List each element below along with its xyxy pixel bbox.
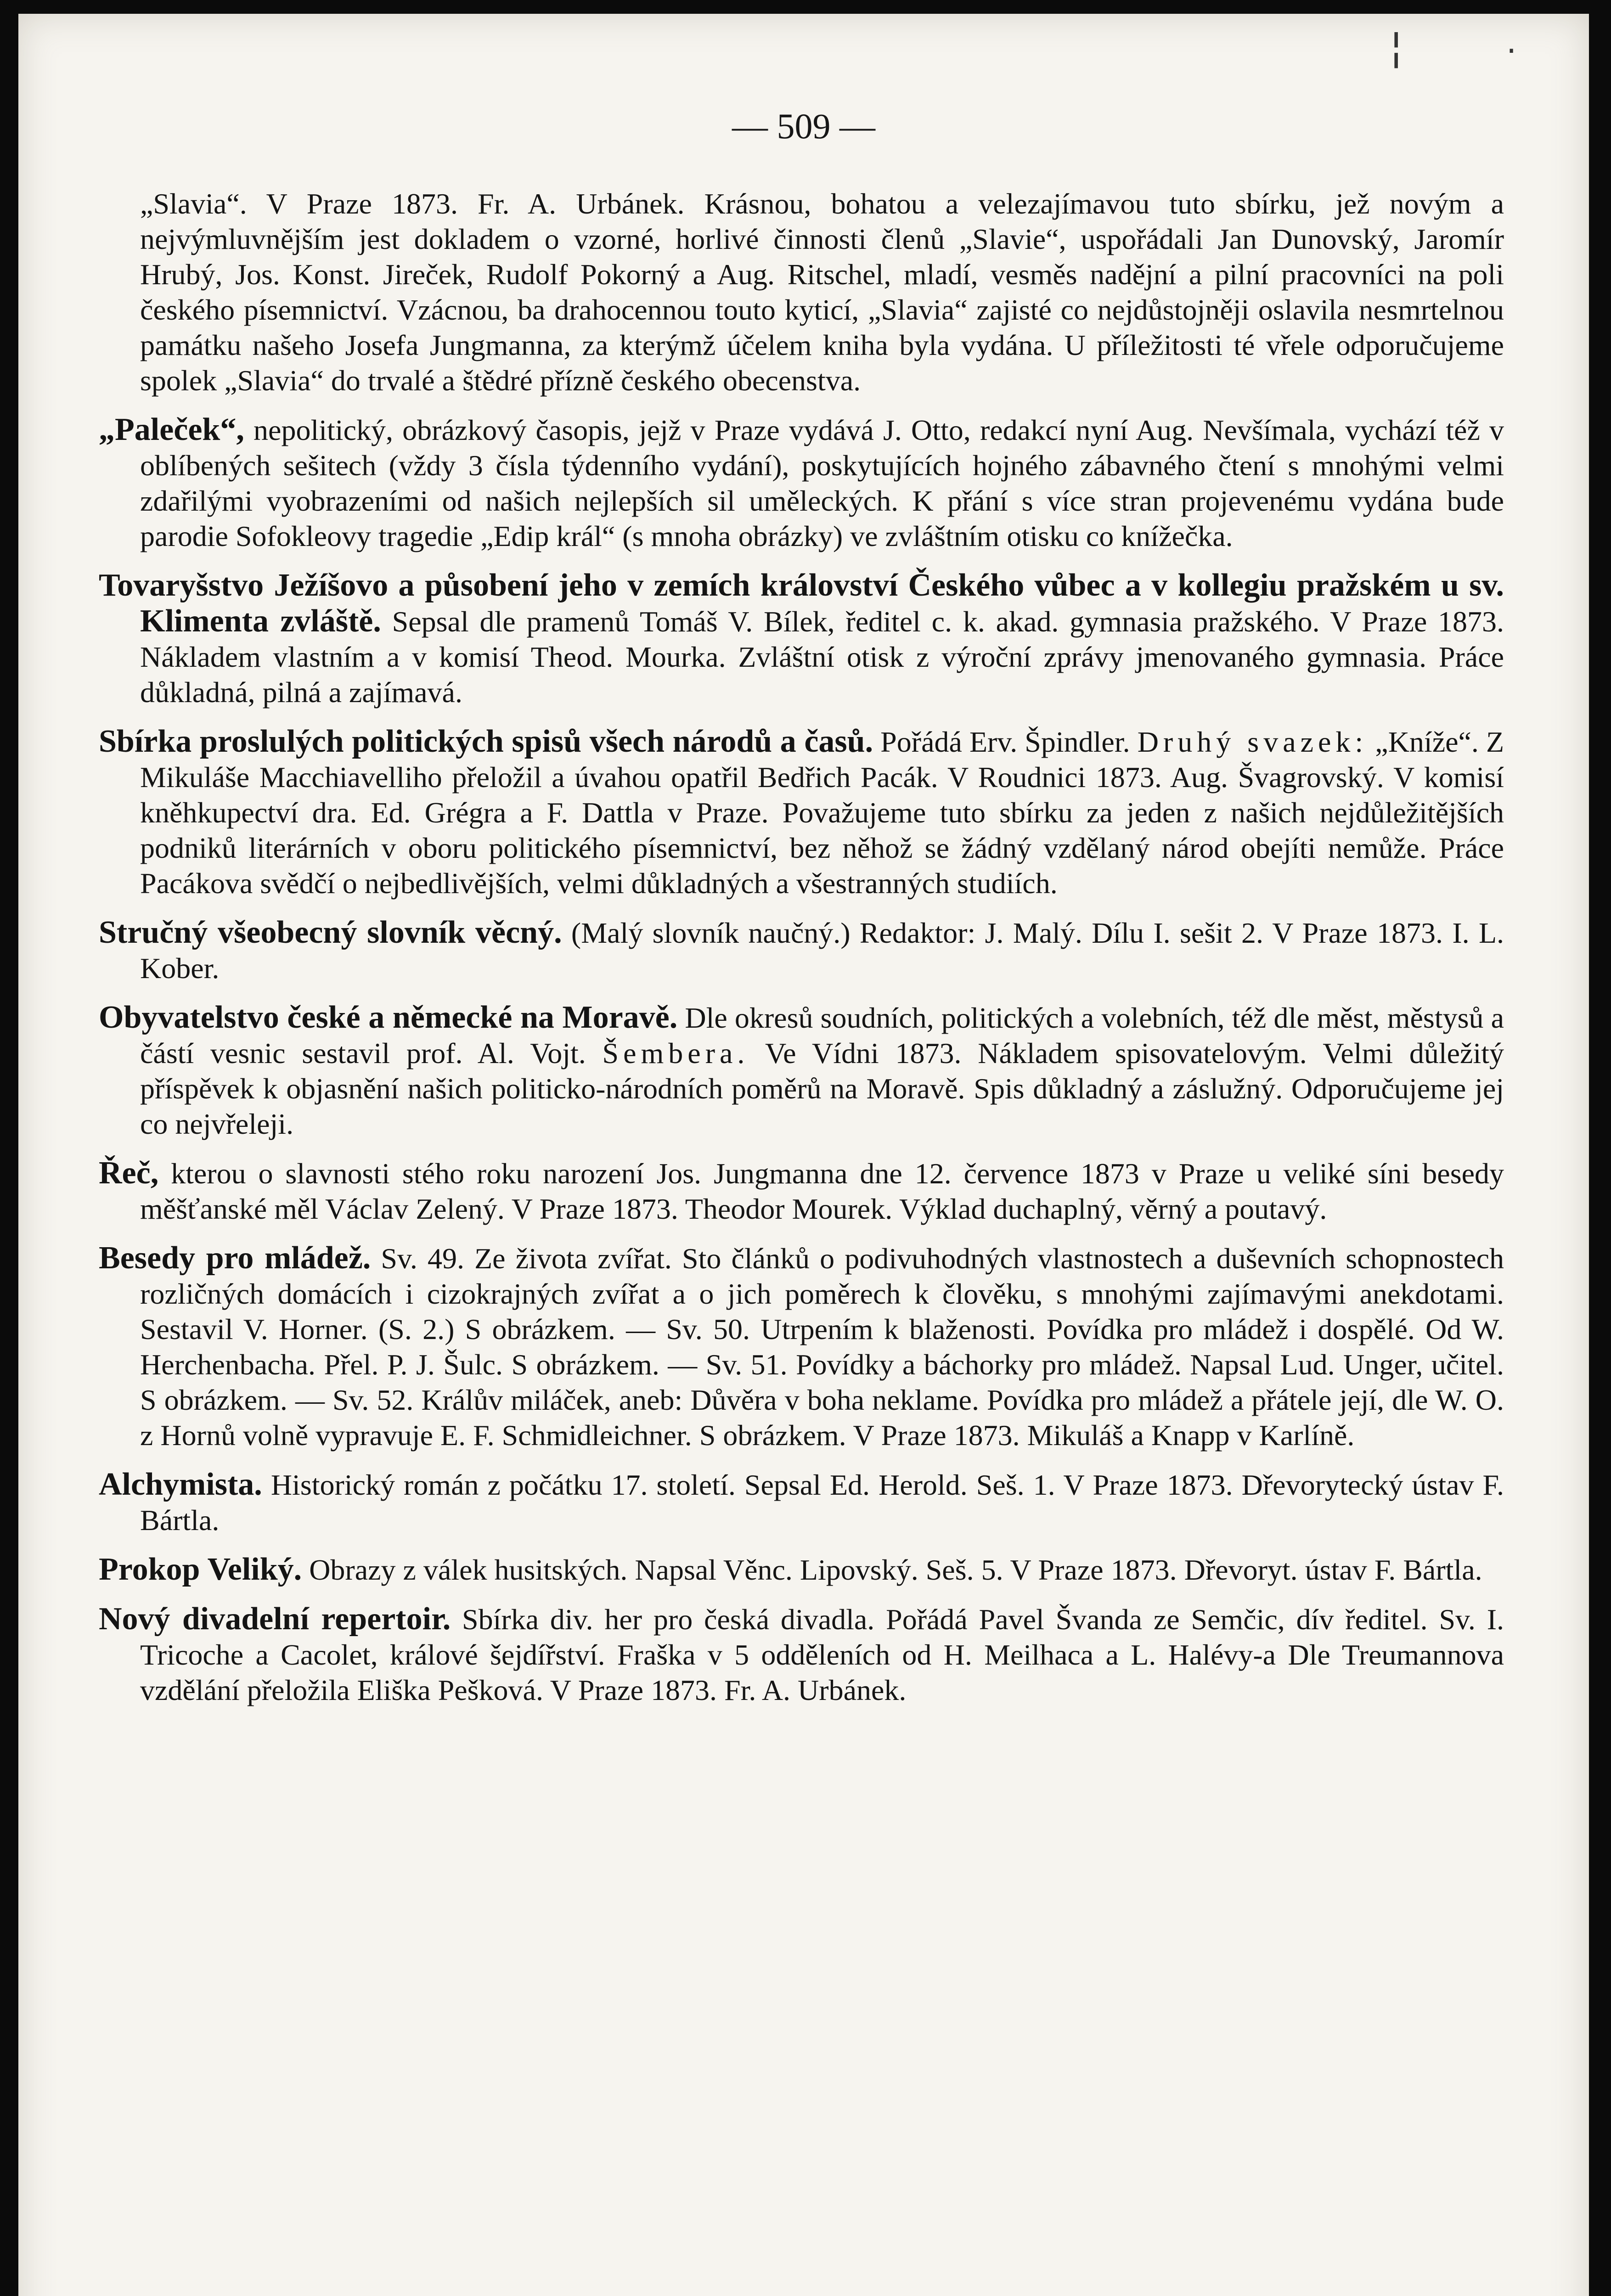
entry-title: Sbírka proslulých politických spisů všech národů a časů. <box>99 724 873 759</box>
scan-mark: ¦ <box>1389 23 1403 71</box>
entry-title: Prokop Veliký. <box>99 1552 302 1587</box>
entry-text: „Slavia“. V Praze 1873. Fr. A. Urbánek. Krásnou, bohatou a velezajímavou tuto sbírku, jež novým a nejvýmluvnějším jest dokladem o vzorné, horlivé činnosti členů „Slavie“, uspořádali Jan Dunovský, Jaromír Hrubý, Jos. Konst. Jireček, Rudolf Pokorný a Aug. Ritschel, mladí, vesměs nadějní a pilní pracovníci na poli českého písemnictví. Vzácnou, ba drahocennou touto kyticí, „Slavia“ zajisté co nejdůstojněji oslavila nesmrtelnou památku našeho Josefa Jungmanna, za kterýmž účelem kniha byla vydána. U příležitosti té vřele odporučujeme spolek „Slavia“ do trvalé a štědré přízně českého obecenstva. <box>140 187 1504 397</box>
entry-spaced-text: Šembera. <box>602 1037 749 1069</box>
entry-title: Obyvatelstvo české a německé na Moravě. <box>99 1000 678 1035</box>
entry-text: nepolitický, obrázkový časopis, jejž v Praze vydává J. Otto, redakcí nyní Aug. Nevšímala, vychází též v oblíbených sešitech (vždy 3 čísla týdenního vydání), poskytujících hojného zábavného čtení s mnohými velmi zdařilými vyobrazeními od našich nejlepších sil uměleckých. K přání s více stran projevenému vydána bude parodie Sofokleovy tragedie „Edip král“ (s mnoha obrázky) ve zvláštním otisku co knížečka. <box>140 414 1504 552</box>
entry-text: Sepsal dle pramenů Tomáš V. Bílek, ředitel c. k. akad. gymnasia pražského. V Praze 1873. Nákladem vlastním a v komisí Theod. Mourka. Zvláštní otisk z výroční zprávy jmenovaného gymnasia. Práce důkladná, pilná a zajímavá. <box>140 605 1504 709</box>
entry-palecek <box>99 412 1504 554</box>
entry-title: „Paleček“, <box>99 412 244 447</box>
entry-text: kterou o slavnosti stého roku narození Jos. Jungmanna dne 12. července 1873 v Praze u veliké síni besedy měšťanské měl Václav Zelený. V Praze 1873. Theodor Mourek. Výklad duchaplný, věrný a poutavý. <box>140 1157 1504 1225</box>
entry-text: Historický román z počátku 17. století. Sepsal Ed. Herold. Seš. 1. V Praze 1873. Dřevorytecký ústav F. Bártla. <box>140 1469 1504 1536</box>
entry-sbirka <box>99 724 1504 901</box>
entry-prokop <box>99 1552 1504 1587</box>
entry-obyvatelstvo <box>99 1000 1504 1142</box>
entry-title: Alchymista. <box>99 1467 262 1502</box>
entry-title: Řeč, <box>99 1155 159 1191</box>
entry-title: Nový divadelní repertoir. <box>99 1601 451 1637</box>
entry-tovarysstvo <box>99 568 1504 710</box>
entry-text-before: (Malý slovník naučný.) Redaktor: <box>571 917 976 949</box>
book-page <box>18 14 1589 2296</box>
entry-text-before: Dle okresů soudních, politických a volebních, též dle měst, městysů a částí vesnic sestavil prof. Al. Vojt. <box>140 1002 1504 1069</box>
entry-text-before: Pořádá Erv. Špindler. <box>880 726 1130 758</box>
entry-title: Tovaryšstvo Ježíšovo a působení jeho v zemích království Českého vůbec a v kollegiu pražském u sv. Klimenta zvláště. <box>99 568 1504 639</box>
entry-slovnik <box>99 915 1504 986</box>
entry-repertoir <box>99 1601 1504 1708</box>
entry-text: Sbírka div. her pro česká divadla. Pořádá Pavel Švanda ze Semčic, dív ředitel. Sv. I. Tricoche a Cacolet, králové šejdířství. Fraška v 5 odděleních od H. Meilhaca a L. Halévy-a Dle Treumannova vzdělání přeložila Eliška Pešková. V Praze 1873. Fr. A. Urbánek. <box>140 1603 1504 1706</box>
entry-spaced-text: Druhý svazek: <box>1137 726 1368 758</box>
entry-title: Stručný všeobecný slovník věcný. <box>99 915 562 950</box>
entry-besedy <box>99 1240 1504 1453</box>
scan-mark: · <box>1506 32 1517 70</box>
entry-text: Sv. 49. Ze života zvířat. Sto článků o podivuhodných vlastnostech a duševních schopnostech rozličných domácích i cizokrajných zvířat a o jich poměrech k člověku, s mnohými zajímavými anekdotami. Sestavil V. Horner. (S. 2.) S obrázkem. — Sv. 50. Utrpením k blaženosti. Povídka pro mládež i dospělé. Od W. Herchenbacha. Přel. P. J. Šulc. S obrázkem. — Sv. 51. Povídky a báchorky pro mládež. Napsal Lud. Unger, učitel. S obrázkem. — Sv. 52. Králův miláček, aneb: Důvěra v boha neklame. Povídka pro mládež a přátele její, dle W. O. z Hornů volně vypravuje E. F. Schmidleichner. S obrázkem. V Praze 1873. Mikuláš a Knapp v Karlíně. <box>140 1242 1504 1452</box>
bibliography-list <box>99 186 1504 1722</box>
entry-rec <box>99 1155 1504 1227</box>
entry-spaced-text: J. Malý. <box>985 917 1082 949</box>
entry-text: Ve Vídni 1873. Nákladem spisovatelovým. Velmi důležitý příspěvek k objasnění našich politicko-národních poměrů na Moravě. Spis důkladný a záslužný. Odporučujeme jej co nejvřeleji. <box>140 1037 1504 1140</box>
entry-title: Besedy pro mládež. <box>99 1240 371 1276</box>
page-number: — 509 — <box>732 106 875 146</box>
entry-text: Dílu I. sešit 2. V Praze 1873. I. L. Kober. <box>140 917 1504 985</box>
entry-text: „Kníže“. Z Mikuláše Macchiavelliho přeložil a úvahou opatřil Bedřich Pacák. V Roudnici 1873. Aug. Švagrovský. V komisí kněhkupectví dra. Ed. Grégra a F. Dattla v Praze. Považujeme tuto sbírku za jeden z našich nejdůležitějších podniků literárních v oboru politického písemnictví, bez něhož se žádný vzdělaný národ obejíti nemůže. Práce Pacákova svědčí o nejbedlivějších, velmi důkladných a všestranných studiích. <box>140 726 1504 900</box>
entry-slavia <box>99 186 1504 398</box>
entry-text: Obrazy z válek husitských. Napsal Věnc. Lipovský. Seš. 5. V Praze 1873. Dřevoryt. ústav F. Bártla. <box>309 1553 1482 1586</box>
entry-alchymista <box>99 1467 1504 1538</box>
